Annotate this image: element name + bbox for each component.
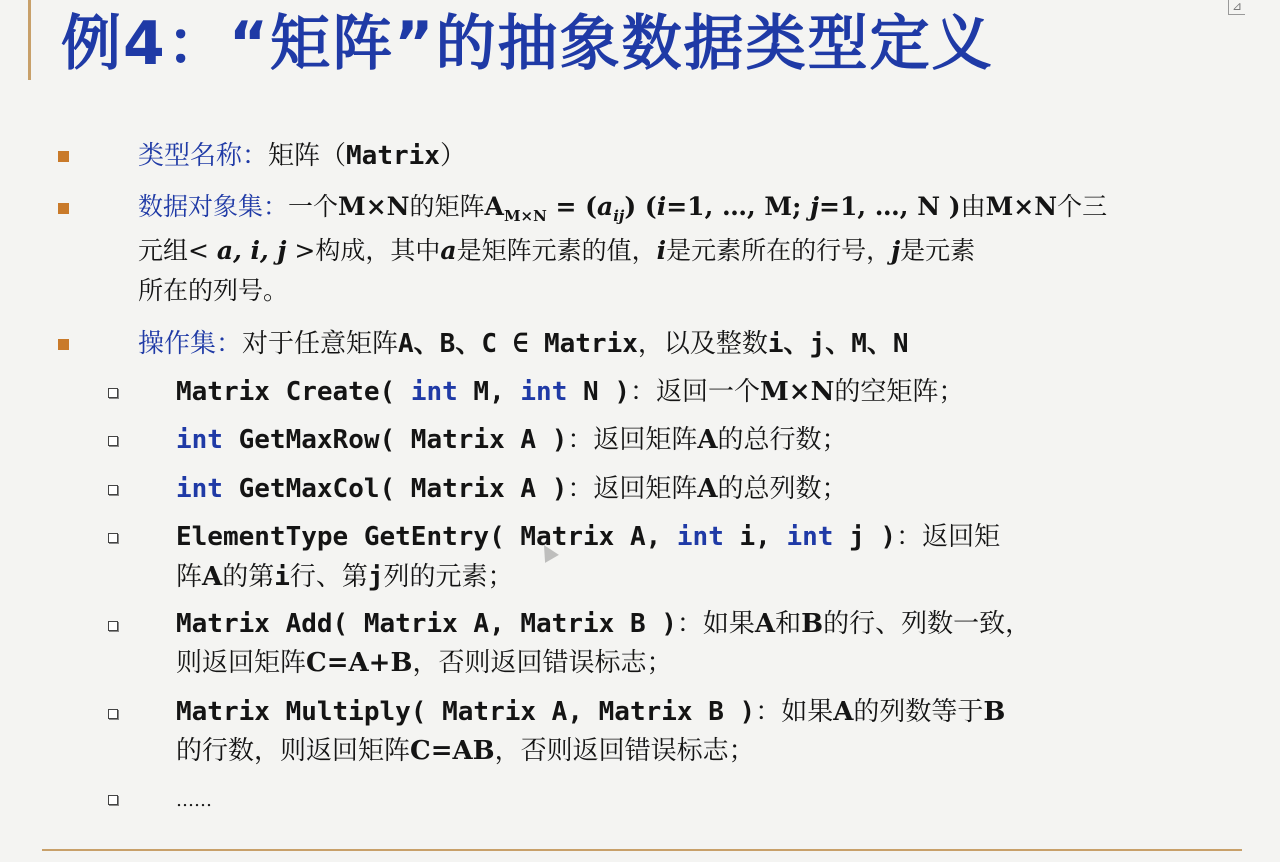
code: GetMaxCol( Matrix A ) (222, 474, 568, 504)
desc: C=AB (410, 736, 495, 766)
op-multiply-line-1 (176, 695, 1005, 729)
text: 对于任意矩阵 (242, 329, 399, 359)
keyword: int (520, 377, 568, 407)
op-get-max-col (176, 472, 848, 506)
bottom-divider (42, 849, 1242, 851)
desc: 的行数，则返回矩阵 (176, 736, 411, 766)
type-name-end: ） (439, 141, 466, 171)
text: i、j、M、N (767, 329, 909, 359)
data-set-line-1 (138, 190, 1107, 233)
bullet-marker (58, 339, 69, 350)
data-set-line-2 (138, 234, 975, 268)
text: M×N (338, 192, 410, 221)
code: Matrix Multiply( Matrix A, Matrix B ) (176, 697, 756, 727)
desc: 的总行数； (717, 425, 848, 455)
op-get-entry-line-1 (176, 520, 1000, 554)
bullet-marker (58, 203, 69, 214)
text: ，以及整数 (637, 329, 768, 359)
desc: ：如果 (676, 609, 755, 639)
desc: 行、第 (289, 562, 368, 592)
code: ElementType GetEntry( Matrix A, (176, 522, 677, 552)
text: 所在的列号。 (138, 276, 289, 305)
desc: C=A+B (306, 648, 413, 678)
keyword: int (786, 522, 834, 552)
code: GetMaxRow( Matrix A ) (222, 425, 568, 455)
title-bar (28, 0, 1231, 80)
keyword: int (176, 474, 223, 504)
sub-bullet-marker (108, 485, 118, 495)
text: i (656, 236, 667, 265)
type-name-line (138, 139, 466, 173)
code: N ) (567, 377, 630, 407)
op-add-line-1 (176, 607, 1031, 641)
bullet-marker (58, 151, 69, 162)
keyword: int (410, 377, 458, 407)
text: A (484, 192, 504, 221)
desc: A (202, 562, 223, 592)
slide-title: 例4：“矩阵”的抽象数据类型定义 (61, 9, 994, 79)
desc: A (697, 474, 718, 504)
subscript: ij (613, 207, 625, 225)
subscript: M×N (503, 207, 547, 225)
op-ellipsis (176, 784, 212, 818)
desc: ，否则返回错误标志； (412, 648, 673, 678)
op-create (176, 375, 964, 409)
ops-line (138, 327, 909, 361)
data-set-line-3 (138, 274, 288, 308)
text: 的矩阵 (409, 192, 485, 221)
sub-bullet-marker (108, 709, 118, 719)
code: Matrix Create( (176, 377, 411, 407)
text: =1, …, N ) (819, 192, 961, 221)
desc: ：返回矩 (896, 522, 1001, 552)
text: 是矩阵元素的值， (456, 236, 657, 265)
desc: A (754, 609, 776, 639)
text: 一个 (288, 192, 339, 221)
text: a, i, j (216, 236, 287, 265)
keyword: int (676, 522, 724, 552)
op-get-entry-line-2 (176, 560, 514, 594)
desc: 阵 (176, 562, 203, 592)
text: i (656, 192, 667, 221)
sub-bullet-marker (108, 388, 118, 398)
ellipsis: …… (176, 790, 212, 811)
desc: 的行、列数一致， (823, 609, 1032, 639)
desc: 的列数等于 (853, 697, 984, 727)
code: Matrix Add( Matrix A, Matrix B ) (176, 609, 677, 639)
desc: ：返回矩阵 (567, 474, 698, 504)
sub-bullet-marker (108, 621, 118, 631)
desc: 的总列数； (717, 474, 848, 504)
type-name-value: 矩阵（ (268, 141, 347, 171)
sub-bullet-marker (108, 533, 118, 543)
text: =1, …, M; (666, 192, 810, 221)
sub-bullet-marker (108, 795, 118, 805)
desc: ：返回一个 (630, 377, 761, 407)
desc: 的空矩阵； (834, 377, 965, 407)
desc: ：如果 (755, 697, 834, 727)
desc: M×N (760, 377, 835, 407)
text: A、B、C ∈ Matrix (398, 329, 638, 359)
type-name-code: Matrix (346, 141, 440, 171)
desc: A (833, 697, 854, 727)
code: M, (457, 377, 521, 407)
code: j ) (833, 522, 897, 552)
text: 元组< (138, 236, 217, 265)
ops-label: 操作集： (138, 329, 243, 359)
desc: ：返回矩阵 (567, 425, 698, 455)
keyword: int (176, 425, 223, 455)
desc: ，否则返回错误标志； (494, 736, 755, 766)
text: j (891, 236, 901, 265)
text: a (440, 236, 457, 265)
text: = ( (546, 192, 598, 221)
desc: 的第 (222, 562, 275, 592)
desc: 和 (775, 609, 802, 639)
corner-icon[interactable]: ⊿ (1228, 0, 1245, 15)
text: M×N (985, 192, 1058, 221)
text: a (597, 192, 614, 221)
text: j (810, 192, 820, 221)
op-add-line-2 (176, 646, 672, 680)
text: 个三 (1057, 192, 1108, 221)
desc: B (983, 697, 1006, 727)
text: >构成，其中 (286, 236, 441, 265)
type-name-label: 类型名称： (138, 141, 269, 171)
sub-bullet-marker (108, 436, 118, 446)
desc: 列的元素； (383, 562, 514, 592)
desc: j (367, 562, 384, 592)
text: 是元素 (900, 236, 976, 265)
text: 由 (960, 192, 986, 221)
desc: i (274, 562, 290, 592)
op-get-max-row (176, 423, 848, 457)
desc: A (697, 425, 718, 455)
data-set-label: 数据对象集： (138, 192, 289, 221)
code: i, (723, 522, 787, 552)
desc: B (801, 609, 824, 639)
text: ) ( (624, 192, 657, 221)
op-multiply-line-2 (176, 734, 755, 768)
text: 是元素所在的行号， (666, 236, 892, 265)
desc: 则返回矩阵 (176, 648, 307, 678)
